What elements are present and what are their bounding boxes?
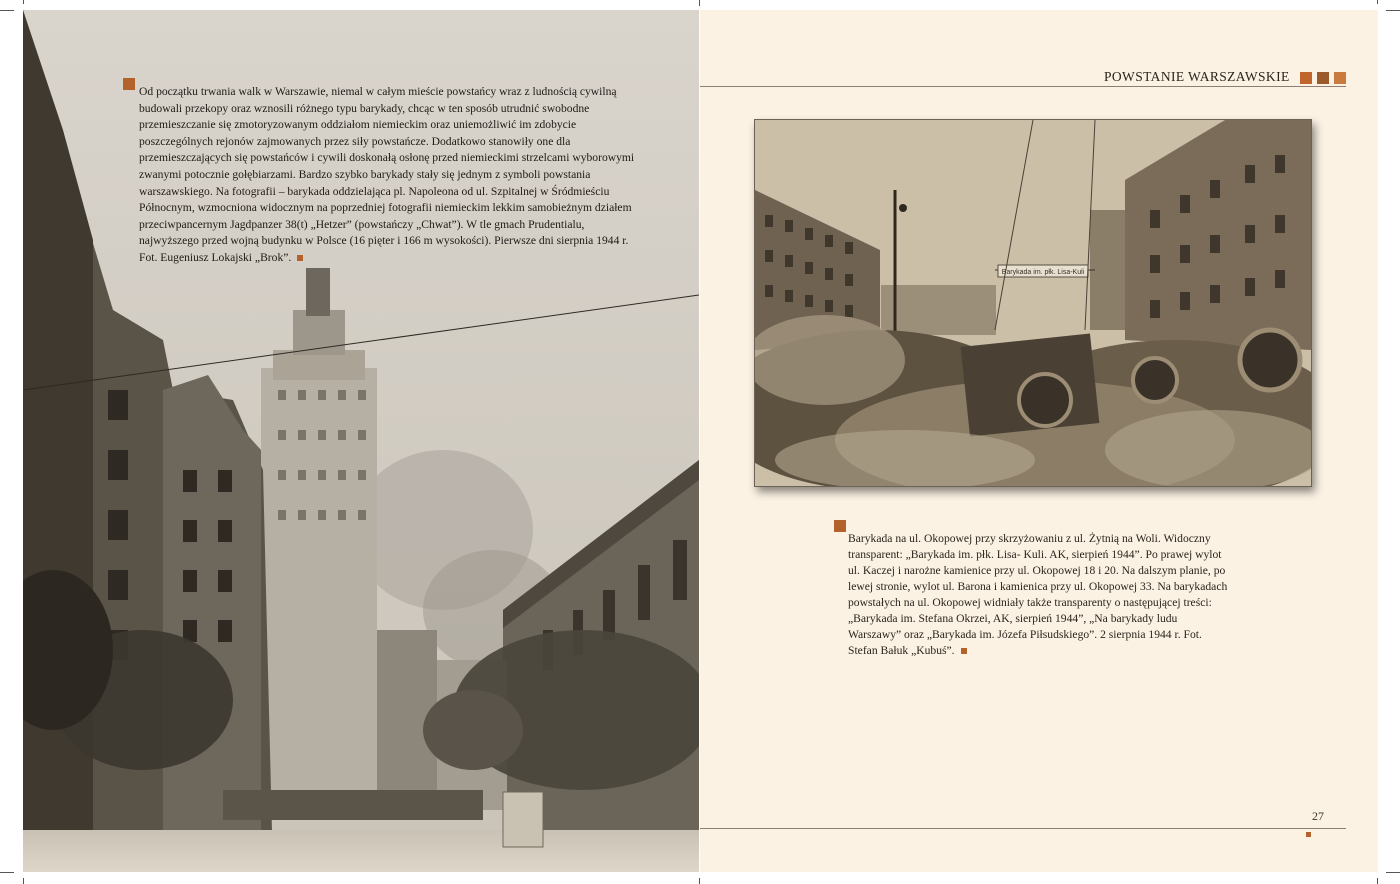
- crop-mark: [23, 878, 24, 884]
- okopowa-barricade-image: [755, 120, 1311, 486]
- header-square-icon: [1300, 72, 1312, 84]
- crop-mark: [699, 0, 700, 6]
- header-rule: [700, 86, 1346, 87]
- footer-rule: [700, 828, 1346, 829]
- running-header: POWSTANIE WARSZAWSKIE: [1104, 69, 1290, 84]
- page-number: 27: [1312, 809, 1324, 823]
- crop-mark: [1377, 878, 1378, 884]
- left-page: [23, 10, 699, 872]
- crop-mark: [0, 872, 14, 873]
- crop-mark: [1386, 10, 1400, 11]
- caption-text: Barykada na ul. Okopowej przy skrzyżowaniu z ul. Żytnią na Woli. Widoczny transparent: „Barykada im. płk. Lisa- Kuli. AK, sierpień 1944”. Po prawej wylot ul. Kaczej i narożne kamienice przy ul. Okopowej 18 i 20. Na dalszym planie, po lewej stronie, wylot ul. Barona i kamienica przy ul. Okopowej 33. Na barykadach powstałych na ul. Okopowej widniały także transparenty o następującej treści: „Barykada im. Stefana Okrzei, AK, sierpień 1944”, „Na barykady ludu Warszawy” oraz „Barykada im. Józefa Piłsudskiego”. 2 sierpnia 1944 r. Fot. Stefan Bałuk „Kubuś”.: [848, 532, 1228, 657]
- crop-mark: [0, 10, 14, 11]
- intro-paragraph: [139, 84, 639, 267]
- right-page: [700, 10, 1378, 872]
- bullet-square-icon: [123, 78, 135, 90]
- end-mark-square-icon: [297, 255, 303, 261]
- crop-mark: [699, 878, 700, 884]
- end-mark-square-icon: [961, 648, 967, 654]
- crop-mark: [1386, 872, 1400, 873]
- intro-text: Od początku trwania walk w Warszawie, niemal w całym mieście powstańcy wraz z ludnością cywilną budowali przekopy oraz wznosili różnego typu barykady, chcąc w ten sposób utrudnić swobodne przemieszczanie się zmotoryzowanym oddziałom niemieckim oraz uniemożliwić im zdobycie poszczególnych rejonów zajmowanych przez siły powstańcze. Dodatkowo stanowiły one dla przemieszczających się powstańców i cywili doskonałą osłonę przed niemieckimi strzelcami wyborowymi zwanymi potocznie gołębiarzami. Bardzo szybko barykady stały się jednym z symboli powstania warszawskiego. Na fotografii – barykada oddzielająca pl. Napoleona od ul. Szpitalnej w Śródmieściu Północnym, wzmocniona widocznym na poprzedniej fotografii niemieckim lekkim samobieżnym działem przeciwpancernym Jagdpanzer 38(t) „Hetzer” (powstańczy „Chwat”). W tle gmach Prudentialu, najwyższego przed wojną budynku w Polsce (16 pięter i 166 m wysokości). Pierwsze dni sierpnia 1944 r. Fot. Eugeniusz Lokajski „Brok”.: [139, 85, 635, 264]
- footer-square-icon: [1306, 832, 1311, 837]
- barricade-photo: [754, 119, 1312, 487]
- bullet-square-icon: [834, 520, 846, 532]
- header-square-icon: [1317, 72, 1329, 84]
- barricade-banner-text: Barykada im. płk. Lisa-Kuli: [1001, 269, 1085, 276]
- header-square-icon: [1334, 72, 1346, 84]
- crop-mark: [1377, 0, 1378, 4]
- photo-caption: [848, 531, 1233, 659]
- crop-mark: [23, 0, 24, 4]
